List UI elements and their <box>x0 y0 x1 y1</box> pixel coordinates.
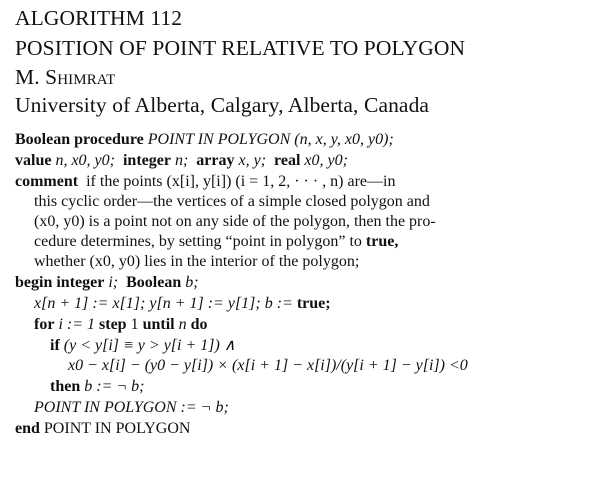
keyword-step: step <box>99 316 127 333</box>
procedure-name: POINT IN POLYGON <box>147 131 291 148</box>
then-statement: b := ¬ b; <box>84 378 145 395</box>
code-line-result <box>34 399 229 417</box>
array-vars: x, y; <box>238 152 267 169</box>
comment-line-3: (x0, y0) is a point not on any side of the polygon, then the pro- <box>34 213 436 230</box>
comment-line-1 <box>15 173 395 191</box>
algorithm-number: ALGORITHM 112 <box>15 6 183 30</box>
code-line-begin <box>15 274 199 292</box>
keyword-boolean: Boolean <box>126 274 182 291</box>
keyword-array: array <box>196 152 235 169</box>
code-line-then <box>50 378 144 396</box>
value-vars: n, x0, y0; <box>55 152 115 169</box>
code-line-procedure <box>15 131 394 149</box>
keyword-end: end <box>15 420 40 437</box>
real-vars: x0, y0; <box>304 152 348 169</box>
keyword-value: value <box>15 152 52 169</box>
comment-text-4: cedure determines, by setting “point in polygon” to <box>34 233 362 250</box>
keyword-boolean-procedure: Boolean procedure <box>15 131 144 148</box>
keyword-for: for <box>34 316 55 333</box>
comment-line-2: this cyclic order—the vertices of a simple closed polygon and <box>34 193 430 210</box>
code-line-declarations <box>15 152 348 170</box>
code-line-for <box>34 316 208 334</box>
keyword-if: if <box>50 337 60 354</box>
keyword-true: true, <box>365 233 399 250</box>
keyword-real: real <box>274 152 301 169</box>
comment-line-5: whether (x0, y0) lies in the interior of the polygon; <box>34 253 360 270</box>
keyword-comment: comment <box>15 173 79 190</box>
keyword-integer: integer <box>122 152 171 169</box>
for-var: i := 1 <box>58 316 96 333</box>
if-condition: (y < y[i] ≡ y > y[i + 1]) ∧ <box>63 337 236 354</box>
affiliation: University of Alberta, Calgary, Alberta, Canada <box>15 93 430 117</box>
end-name: POINT IN POLYGON <box>43 420 191 437</box>
begin-var-i: i; <box>108 274 119 291</box>
procedure-params: (n, x, y, x0, y0); <box>294 131 394 148</box>
author-name: M. Shimrat <box>15 65 116 89</box>
comment-line-4 <box>34 233 398 251</box>
begin-var-b: b; <box>185 274 199 291</box>
comment-text-1: if the points (x[i], y[i]) (i = 1, 2, · · · , n) are—in <box>86 173 396 190</box>
code-line-if <box>50 337 236 355</box>
step-value: 1 <box>130 316 139 333</box>
keyword-until: until <box>142 316 175 333</box>
result-statement: := ¬ b; <box>180 399 229 416</box>
code-line-end <box>15 420 190 438</box>
algorithm-title: POSITION OF POINT RELATIVE TO POLYGON <box>15 36 466 60</box>
code-line-condition: x0 − x[i] − (y0 − y[i]) × (x[i + 1] − x[i])/(y[i + 1] − y[i]) <0 <box>68 357 468 374</box>
keyword-then: then <box>50 378 81 395</box>
code-line-assign <box>34 295 331 313</box>
assign-statements: x[n + 1] := x[1]; y[n + 1] := y[1]; b := <box>34 295 293 312</box>
until-value: n <box>178 316 187 333</box>
keyword-do: do <box>190 316 208 333</box>
keyword-begin-integer: begin integer <box>15 274 105 291</box>
keyword-true-assign: true; <box>296 295 331 312</box>
result-name: POINT IN POLYGON <box>34 399 177 416</box>
integer-vars: n; <box>174 152 189 169</box>
